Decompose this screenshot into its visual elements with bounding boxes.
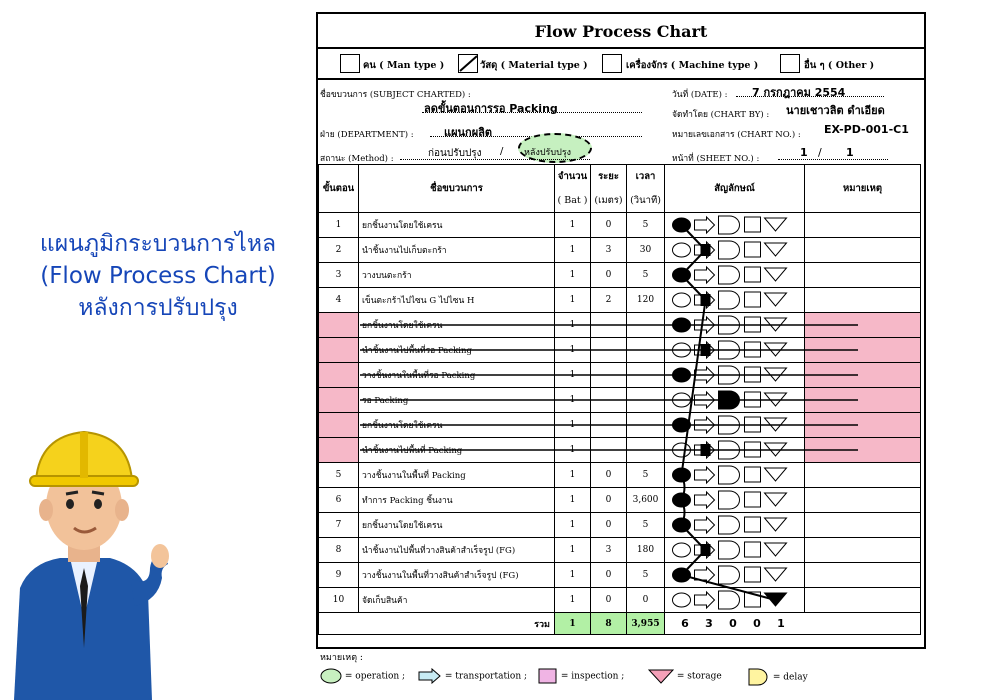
time-cell: 3,600 <box>627 488 665 513</box>
checkbox-check-mark <box>459 55 477 72</box>
step-cell <box>319 413 359 438</box>
operation-icon <box>320 668 342 684</box>
dist-cell: 2 <box>591 288 627 313</box>
step-cell <box>319 313 359 338</box>
qty-cell: 1 <box>555 238 591 263</box>
symbol-cell <box>665 563 805 588</box>
qty-cell: 1 <box>555 288 591 313</box>
date-value: 7 กรกฎาคม 2554 <box>752 86 846 99</box>
table-row-removed <box>319 313 921 338</box>
step-cell: 2 <box>319 238 359 263</box>
symbol-cell <box>665 488 805 513</box>
symbol-cell <box>665 338 805 363</box>
legend-delay-label: = delay <box>772 672 808 683</box>
checkbox-material-type[interactable] <box>458 54 478 73</box>
legend-operation <box>320 668 405 684</box>
qty-cell: 1 <box>555 313 591 338</box>
date-dots <box>736 96 884 97</box>
totals-label: รวม <box>319 613 555 635</box>
table-row <box>319 513 921 538</box>
symbol-cell <box>665 513 805 538</box>
legend-transportation-label: = transportation ; <box>444 671 528 682</box>
symbol-counts <box>665 613 921 635</box>
legend-inspection-label: = inspection ; <box>560 671 625 682</box>
qty-cell: 1 <box>555 563 591 588</box>
remark-cell <box>805 588 921 613</box>
qty-cell: 1 <box>555 213 591 238</box>
symbol-cell <box>665 463 805 488</box>
qty-cell: 1 <box>555 388 591 413</box>
symbol-cell <box>665 263 805 288</box>
table-row <box>319 488 921 513</box>
symbol-cell <box>665 538 805 563</box>
table-row-removed <box>319 338 921 363</box>
checkbox-other-type[interactable] <box>780 54 800 73</box>
remark-cell <box>805 238 921 263</box>
method-separator: / <box>500 146 504 157</box>
process-name-cell: วางชิ้นงานในพื้นที่วางสินค้าสำเร็จรูป (FG) <box>359 563 555 588</box>
worker-illustration <box>0 418 170 700</box>
sheet-total: 1 <box>846 146 854 159</box>
process-name-cell: ยกชิ้นงานโดยใช้เครน <box>359 313 555 338</box>
table-row-removed <box>319 388 921 413</box>
symbol-cell <box>665 238 805 263</box>
total-qty: 1 <box>555 613 591 635</box>
method-label: สถานะ (Method) : <box>320 154 394 164</box>
dist-cell <box>591 413 627 438</box>
time-cell: 180 <box>627 538 665 563</box>
time-cell: 5 <box>627 513 665 538</box>
side-title-line-1: แผนภูมิกระบวนการไหล <box>39 231 277 257</box>
legend-storage <box>648 668 722 684</box>
chartno-label: หมายเลขเอกสาร (CHART NO.) : <box>672 130 801 140</box>
total-dist: 8 <box>591 613 627 635</box>
time-cell <box>627 338 665 363</box>
header-qty-unit: ( Bat ) <box>555 189 591 213</box>
legend-delay <box>748 668 808 686</box>
qty-cell: 1 <box>555 538 591 563</box>
symbol-count: 1 <box>777 617 785 630</box>
sheet-value: 1 <box>800 146 808 159</box>
table-row <box>319 238 921 263</box>
symbol-cell <box>665 363 805 388</box>
time-cell <box>627 438 665 463</box>
legend-operation-label: = operation ; <box>344 671 406 682</box>
sheet-label: หน้าที่ (SHEET NO.) : <box>672 154 760 164</box>
subject-label: ชื่อขบวนการ (SUBJECT CHARTED) : <box>320 90 471 100</box>
date-label: วันที่ (DATE) : <box>672 90 728 100</box>
step-cell <box>319 338 359 363</box>
department-label: ฝ่าย (DEPARTMENT) : <box>320 130 414 140</box>
qty-cell: 1 <box>555 588 591 613</box>
side-title <box>8 228 308 324</box>
title-divider <box>318 47 924 49</box>
chartby-value: นายเชาวลิต ดำเอียด <box>786 104 885 117</box>
symbol-cell <box>665 388 805 413</box>
dist-cell: 3 <box>591 238 627 263</box>
remark-cell <box>805 213 921 238</box>
step-cell: 5 <box>319 463 359 488</box>
header-time: เวลา <box>627 165 665 189</box>
checkbox-man-type[interactable] <box>340 54 360 73</box>
process-name-cell: วางชิ้นงานในพื้นที่ Packing <box>359 463 555 488</box>
remark-cell <box>805 563 921 588</box>
chartno-value: EX-PD-001-C1 <box>824 123 909 136</box>
side-title-line-2: (Flow Process Chart) <box>40 263 276 289</box>
inspection-icon <box>538 668 558 684</box>
time-cell <box>627 363 665 388</box>
chart-type-selector <box>318 54 924 76</box>
legend-transportation <box>418 668 527 684</box>
table-row <box>319 463 921 488</box>
process-table <box>318 164 921 635</box>
step-cell: 8 <box>319 538 359 563</box>
dist-cell: 0 <box>591 463 627 488</box>
department-value: แผนกผลิต <box>444 126 493 139</box>
machine-type-label: เครื่องจักร ( Machine type ) <box>626 60 759 71</box>
subject-dots <box>422 112 642 113</box>
dist-cell: 0 <box>591 513 627 538</box>
sheet-dots <box>778 159 888 160</box>
step-cell: 3 <box>319 263 359 288</box>
process-name-cell: วางชิ้นงานในพื้นที่รอ Packing <box>359 363 555 388</box>
remark-cell <box>805 388 921 413</box>
table-row <box>319 288 921 313</box>
time-cell: 5 <box>627 563 665 588</box>
remark-cell <box>805 513 921 538</box>
step-cell: 6 <box>319 488 359 513</box>
process-name-cell: นำชิ้นงานไปเก็บตะกร้า <box>359 238 555 263</box>
subject-value: ลดขั้นตอนการรอ Packing <box>424 102 558 115</box>
header-symbols: สัญลักษณ์ <box>665 165 805 213</box>
legend <box>318 650 918 698</box>
man-type-label: คน ( Man type ) <box>363 60 445 71</box>
table-row-removed <box>319 363 921 388</box>
side-title-line-3: หลังการปรับปรุง <box>78 295 238 321</box>
process-name-cell: ยกชิ้นงานโดยใช้เครน <box>359 213 555 238</box>
legend-storage-label: = storage <box>676 671 722 682</box>
header-process: ชื่อขบวนการ <box>359 165 555 213</box>
symbol-cell <box>665 413 805 438</box>
step-cell: 7 <box>319 513 359 538</box>
time-cell: 5 <box>627 463 665 488</box>
time-cell: 120 <box>627 288 665 313</box>
dist-cell <box>591 363 627 388</box>
sheet-separator: / <box>818 146 822 159</box>
remark-cell <box>805 288 921 313</box>
table-row <box>319 538 921 563</box>
remark-cell <box>805 488 921 513</box>
qty-cell: 1 <box>555 413 591 438</box>
table-row <box>319 213 921 238</box>
step-cell: 4 <box>319 288 359 313</box>
time-cell: 5 <box>627 263 665 288</box>
step-cell: 1 <box>319 213 359 238</box>
dist-cell: 0 <box>591 563 627 588</box>
process-name-cell: นำชิ้นงานไปพื้นที่วางสินค้าสำเร็จรูป (FG) <box>359 538 555 563</box>
time-cell: 5 <box>627 213 665 238</box>
dist-cell: 0 <box>591 488 627 513</box>
symbol-cell <box>665 288 805 313</box>
process-name-cell: ยกชิ้นงานโดยใช้เครน <box>359 513 555 538</box>
qty-cell: 1 <box>555 363 591 388</box>
time-cell: 30 <box>627 238 665 263</box>
process-name-cell: จัดเก็บสินค้า <box>359 588 555 613</box>
header-remark: หมายเหตุ <box>805 165 921 213</box>
chartby-label: จัดทำโดย (CHART BY) : <box>672 110 770 120</box>
symbol-count: 3 <box>705 617 713 630</box>
qty-cell: 1 <box>555 488 591 513</box>
time-cell <box>627 388 665 413</box>
process-name-cell: ยกชิ้นงานโดยใช้เครน <box>359 413 555 438</box>
method-dots <box>400 159 590 160</box>
qty-cell: 1 <box>555 513 591 538</box>
dist-cell <box>591 388 627 413</box>
types-divider <box>318 78 924 80</box>
remark-cell <box>805 438 921 463</box>
table-row-removed <box>319 438 921 463</box>
dist-cell: 3 <box>591 538 627 563</box>
table-row <box>319 563 921 588</box>
table-row-removed <box>319 413 921 438</box>
process-name-cell: นำชิ้นงานไปพื้นที่รอ Packing <box>359 338 555 363</box>
process-name-cell: เข็นตะกร้าไปไซน G ไปไซน H <box>359 288 555 313</box>
legend-title: หมายเหตุ : <box>320 653 363 663</box>
process-name-cell: ทำการ Packing ชิ้นงาน <box>359 488 555 513</box>
total-time: 3,955 <box>627 613 665 635</box>
dist-cell <box>591 313 627 338</box>
header-dist: ระยะ <box>591 165 627 189</box>
flow-process-chart-sheet <box>316 12 926 649</box>
remark-cell <box>805 463 921 488</box>
remark-cell <box>805 413 921 438</box>
storage-icon <box>648 668 674 684</box>
symbol-cell <box>665 213 805 238</box>
time-cell <box>627 313 665 338</box>
remark-cell <box>805 538 921 563</box>
remark-cell <box>805 263 921 288</box>
totals-row <box>319 613 921 635</box>
symbol-cell <box>665 313 805 338</box>
qty-cell: 1 <box>555 263 591 288</box>
remark-cell <box>805 338 921 363</box>
remark-cell <box>805 313 921 338</box>
header-dist-unit: (เมตร) <box>591 189 627 213</box>
dist-cell <box>591 438 627 463</box>
symbol-count: 6 <box>681 617 689 630</box>
header-step: ขั้นตอน <box>319 165 359 213</box>
qty-cell: 1 <box>555 463 591 488</box>
table-row <box>319 588 921 613</box>
step-cell <box>319 388 359 413</box>
delay-icon <box>748 668 770 686</box>
process-name-cell: รอ Packing <box>359 388 555 413</box>
dist-cell: 0 <box>591 263 627 288</box>
step-cell: 9 <box>319 563 359 588</box>
qty-cell: 1 <box>555 338 591 363</box>
process-name-cell: วางบนตะกร้า <box>359 263 555 288</box>
dist-cell <box>591 338 627 363</box>
checkbox-machine-type[interactable] <box>602 54 622 73</box>
symbol-cell <box>665 438 805 463</box>
method-before: ก่อนปรับปรุง <box>428 148 482 159</box>
material-type-label: วัสดุ ( Material type ) <box>480 60 588 71</box>
transportation-icon <box>418 668 442 684</box>
step-cell: 10 <box>319 588 359 613</box>
time-cell <box>627 413 665 438</box>
table-row <box>319 263 921 288</box>
header-time-unit: (วินาที) <box>627 189 665 213</box>
method-after: หลังปรับปรุง <box>524 148 572 158</box>
remark-cell <box>805 363 921 388</box>
symbol-count: 0 <box>729 617 737 630</box>
chart-title: Flow Process Chart <box>534 22 708 41</box>
qty-cell: 1 <box>555 438 591 463</box>
symbol-cell <box>665 588 805 613</box>
symbol-count: 0 <box>753 617 761 630</box>
other-type-label: อื่น ๆ ( Other ) <box>804 60 875 71</box>
step-cell <box>319 363 359 388</box>
dist-cell: 0 <box>591 213 627 238</box>
header-qty: จำนวน <box>555 165 591 189</box>
time-cell: 0 <box>627 588 665 613</box>
dist-cell: 0 <box>591 588 627 613</box>
process-name-cell: นำชิ้นงานไปพื้นที่ Packing <box>359 438 555 463</box>
step-cell <box>319 438 359 463</box>
legend-inspection <box>538 668 624 684</box>
